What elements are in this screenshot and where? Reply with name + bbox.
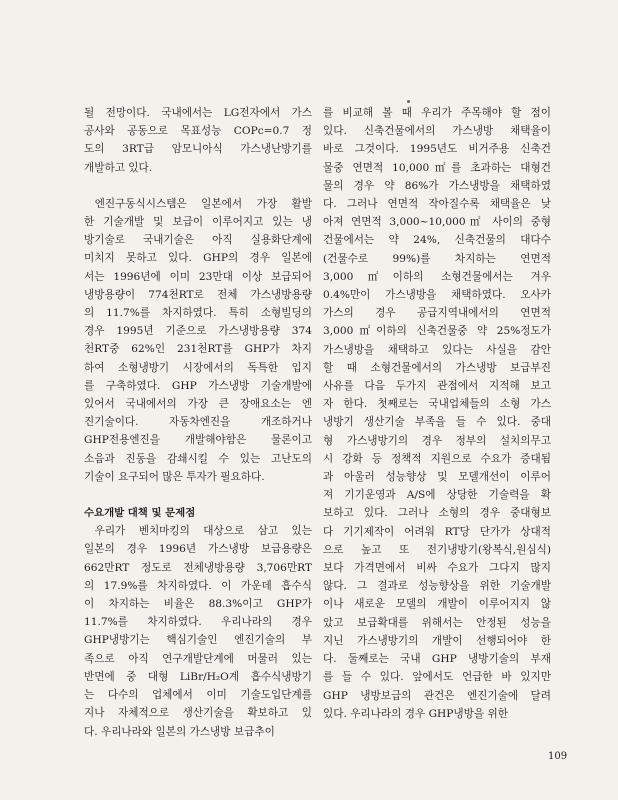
text-line: 이 차지하는 비율은 88.3%이고 GHP가 [84, 598, 312, 611]
text-line: 이나 새로운 모델의 개발이 이루어지지 않 [323, 598, 551, 611]
text-line: 않다. 그 결과로 성능향상을 위한 기술개발 [323, 580, 551, 593]
text-line: GHP냉방기는 핵심기술인 엔진기술의 부 [84, 634, 312, 647]
text-line: 를 구축하였다. GHP 가스냉방 기술개발에 [84, 379, 312, 392]
text-line: 았고 보급확대를 위해서는 안정된 성능을 [323, 616, 551, 629]
text-line: 아져 연면적 3,000~10,000㎡ 사이의 중형 [323, 216, 551, 229]
text-line: 기술이 요구되어 많은 투자가 필요하다. [84, 470, 265, 483]
text-line: 를 들 수 있다. 앞에서도 언급한 바 있지만 [323, 671, 551, 684]
text-line: 서는 1996년에 이미 23만대 이상 보급되어 [84, 270, 312, 283]
text-line: 방기술로 국내기술은 아직 실용화단계에 [84, 234, 312, 247]
text-line: 한 기술개발 및 보급이 이루어지고 있는 냉 [84, 216, 312, 229]
text-line: 지닌 가스냉방기의 개발이 선행되어야 한 [323, 634, 551, 647]
text-line: 될 전망이다. 국내에서는 LG전자에서 가스 [84, 107, 312, 119]
text-line: 를 비교해 볼 때 우리가 주목해야 할 점이 [323, 107, 551, 119]
text-line: 도의 3RT급 암모니아식 가스냉난방기를 [84, 143, 312, 156]
text-line: 진기술이다. 자동차엔진을 개조하거나 [84, 416, 312, 429]
text-line: 하여 소형냉방기 시장에서의 독특한 입지 [84, 361, 312, 374]
text-line: 소음과 진동을 감쇄시킬 수 있는 고난도의 [84, 452, 312, 465]
text-line: 개발하고 있다. [84, 161, 153, 174]
text-line: 경우 1995년 기준으로 가스냉방용량 374 [84, 325, 312, 338]
paragraph-1 [84, 104, 312, 177]
text-line: 사유를 다음 두가지 관점에서 지적해 보고 [323, 380, 551, 393]
text-line: 물의 경우 약 86%가 가스냉방을 채택하였 [323, 179, 551, 192]
page-number: 109 [548, 751, 568, 762]
text-line: 공사와 공동으로 목표성능 COPc=0.7 정 [84, 125, 312, 138]
decorative-dot [407, 100, 410, 103]
text-line: 있어서 국내에서의 가장 큰 장애요소는 엔 [84, 398, 312, 411]
text-line: 있다. 신축건물에서의 가스냉방 채택율이 [323, 125, 551, 138]
left-column [84, 104, 312, 741]
text-line: 다. 그러나 연면적 작아질수록 채택율은 낮 [323, 198, 551, 211]
text-line: 는 다수의 업체에서 이미 기술도입단계를 [84, 689, 312, 702]
text-line: 우리가 벤치마킹의 대상으로 삼고 있는 [94, 525, 312, 538]
text-line: 다. 둘째로는 국내 GHP 냉방기술의 부재 [323, 653, 551, 666]
text-line: 보다 가격면에서 비싸 수요가 그다지 많지 [323, 562, 551, 575]
paragraph-2 [84, 195, 312, 486]
text-line: 보하고 있다. 그러나 소형의 경우 중대형보 [323, 507, 551, 520]
text-line: 662만RT 정도로 전체냉방용량 3,706만RT [84, 561, 312, 574]
text-line: 시 강화 등 정책적 지원으로 수요가 증대됨 [323, 452, 551, 465]
text-line: GHP 냉방보급의 관건은 엔진기술에 달려 [323, 689, 551, 702]
text-line: 냉방기 생산기술 부족을 들 수 있다. 중대 [323, 416, 551, 429]
text-line: 3,000㎡이하의 소형건물에서는 겨우 [323, 270, 551, 283]
text-line: 냉방용량이 774천RT로 전체 가스냉방용량 [84, 288, 312, 301]
text-line: 일본의 경우 1996년 가스냉방 보급용량은 [84, 543, 312, 556]
text-line: 형 가스냉방기의 경우 정부의 설치의무고 [323, 434, 551, 447]
text-line: 의 11.7%를 차지하였다. 특히 소형빌딩의 [84, 307, 312, 320]
text-line: 가스냉방을 채택하고 있다는 사실을 감안 [323, 343, 551, 356]
text-line: 과 아울러 성능향상 및 모델개선이 이루어 [323, 471, 551, 484]
text-line: (건물수로 99%)를 차지하는 연면적 [323, 252, 551, 265]
text-line: 져 기기운영과 A/S에 상당한 기술력을 확 [323, 489, 551, 502]
text-line: 건물에서는 약 24%, 신축건물의 대다수 [323, 234, 551, 247]
text-line: 다 기기제작이 어려워 RT당 단가가 상대적 [323, 525, 551, 538]
text-line: 족으로 아직 연구개발단계에 머물러 있는 [84, 652, 312, 665]
paragraph-3 [84, 522, 312, 740]
text-line: 있다. 우리나라의 경우 GHP냉방을 위한 [323, 707, 508, 720]
text-line: 가스의 경우 공급지역내에서의 연면적 [323, 307, 551, 320]
text-line: 자 한다. 첫째로는 국내업체들의 소형 가스 [323, 398, 551, 411]
text-line: 으로 높고 또 전기냉방기(왕복식,원심식) [323, 543, 551, 556]
text-line: GHP전용엔진을 개발해야함은 물론이고 [84, 434, 312, 447]
paragraph-4 [323, 104, 551, 723]
text-line: 다. 우리나라와 일본의 가스냉방 보급추이 [84, 725, 275, 738]
section-heading: 수요개발 대책 및 문제점 [84, 507, 196, 520]
text-line: 반면에 중 대형 LiBr/H₂O계 흡수식냉방기 [84, 670, 312, 683]
text-line: 의 17.9%를 차지하였다. 이 가운데 흡수식 [84, 579, 312, 592]
text-line: 물중 연면적 10,000㎡를 초과하는 대형건 [323, 161, 551, 174]
text-line: 바로 그것이다. 1995년도 비거주용 신축건 [323, 143, 551, 156]
text-line: 지나 자체적으로 생산기술을 확보하고 있 [84, 707, 312, 720]
text-line: 미치지 못하고 있다. GHP의 경우 일본에 [84, 252, 312, 265]
right-column [323, 104, 551, 723]
text-line: 할 때 소형건물에서의 가스냉방 보급부진 [323, 361, 551, 374]
text-line: 11.7%를 차지하였다. 우리나라의 경우 [84, 616, 312, 629]
text-line: 엔진구동식시스템은 일본에서 가장 활발 [94, 197, 312, 210]
text-line: 천RT중 62%인 231천RT를 GHP가 차지 [84, 343, 312, 356]
text-line: 0.4%만이 가스냉방을 채택하였다. 오사카 [323, 289, 551, 302]
text-line: 3,000㎡이하의 신축건물중 약 25%정도가 [323, 325, 551, 338]
